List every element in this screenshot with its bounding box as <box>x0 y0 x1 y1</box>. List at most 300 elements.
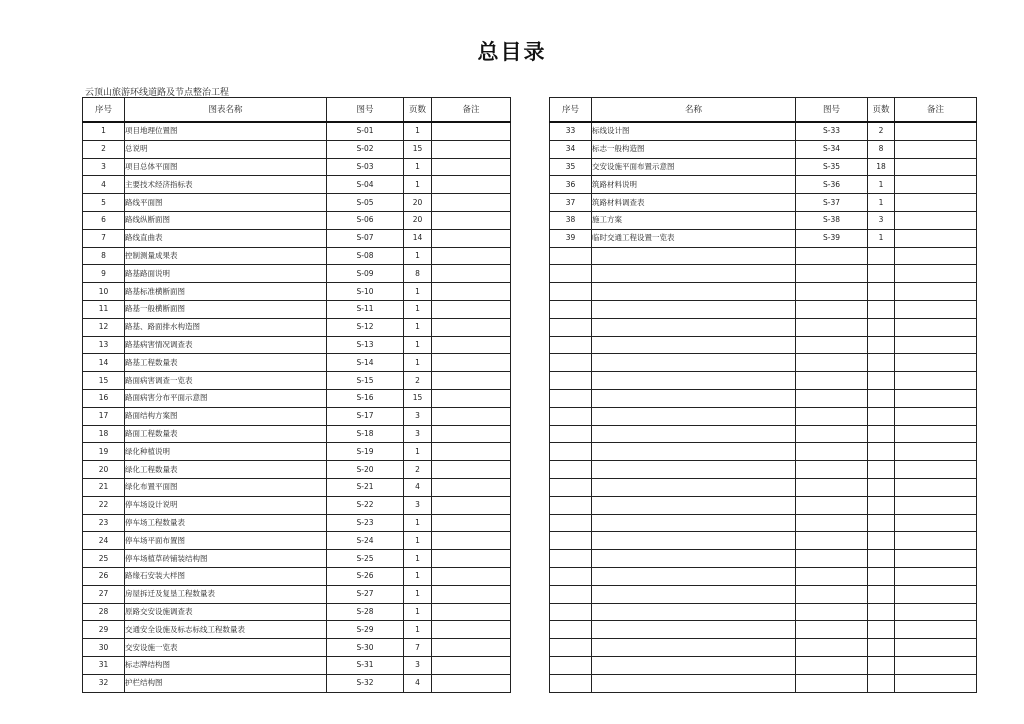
row-drawing-number <box>796 247 868 265</box>
header-remark: 备注 <box>895 98 977 123</box>
row-title <box>592 461 796 479</box>
row-remark <box>895 496 977 514</box>
table-row <box>550 336 977 354</box>
row-title: 交安设施平面布置示意图 <box>592 158 796 176</box>
row-page-count: 1 <box>404 336 432 354</box>
row-drawing-number: S-37 <box>796 194 868 212</box>
row-drawing-number: S-31 <box>327 656 404 674</box>
row-remark <box>432 247 511 265</box>
row-number <box>550 283 592 301</box>
row-remark <box>432 407 511 425</box>
table-row <box>83 496 511 514</box>
row-number: 12 <box>83 318 125 336</box>
row-drawing-number: S-12 <box>327 318 404 336</box>
row-title <box>592 603 796 621</box>
row-page-count <box>868 425 895 443</box>
table-row <box>550 194 977 212</box>
row-remark <box>432 478 511 496</box>
table-row <box>83 550 511 568</box>
row-page-count <box>868 496 895 514</box>
row-drawing-number <box>796 603 868 621</box>
row-number <box>550 318 592 336</box>
row-title: 房屋拆迁及复垦工程数量表 <box>125 585 327 603</box>
row-title: 筑路材料说明 <box>592 176 796 194</box>
row-page-count <box>868 639 895 657</box>
row-drawing-number: S-32 <box>327 674 404 692</box>
table-row <box>83 621 511 639</box>
row-page-count: 1 <box>404 158 432 176</box>
row-drawing-number <box>796 674 868 692</box>
row-number: 39 <box>550 229 592 247</box>
row-remark <box>895 194 977 212</box>
row-title: 路基标准横断面图 <box>125 283 327 301</box>
row-remark <box>895 532 977 550</box>
row-number <box>550 407 592 425</box>
row-remark <box>432 194 511 212</box>
table-row <box>550 354 977 372</box>
table-row <box>83 567 511 585</box>
row-title <box>592 336 796 354</box>
row-page-count: 2 <box>404 461 432 479</box>
row-drawing-number: S-16 <box>327 389 404 407</box>
row-page-count <box>868 478 895 496</box>
row-drawing-number <box>796 656 868 674</box>
row-remark <box>895 265 977 283</box>
row-drawing-number: S-17 <box>327 407 404 425</box>
row-drawing-number <box>796 300 868 318</box>
row-drawing-number: S-21 <box>327 478 404 496</box>
row-remark <box>895 372 977 390</box>
row-page-count: 3 <box>404 425 432 443</box>
row-number: 32 <box>83 674 125 692</box>
row-drawing-number: S-08 <box>327 247 404 265</box>
table-row <box>550 674 977 692</box>
row-remark <box>432 567 511 585</box>
row-number <box>550 585 592 603</box>
table-header-row <box>83 98 511 123</box>
table-row <box>550 247 977 265</box>
row-title <box>592 354 796 372</box>
table-row <box>550 532 977 550</box>
row-remark <box>895 176 977 194</box>
row-title: 原路交安设施调查表 <box>125 603 327 621</box>
row-title: 路基工程数量表 <box>125 354 327 372</box>
row-drawing-number: S-14 <box>327 354 404 372</box>
row-page-count: 1 <box>404 532 432 550</box>
row-title: 路面病害调查一览表 <box>125 372 327 390</box>
row-title: 停车场设计说明 <box>125 496 327 514</box>
row-title: 路面工程数量表 <box>125 425 327 443</box>
row-number: 23 <box>83 514 125 532</box>
row-drawing-number <box>796 443 868 461</box>
row-page-count <box>868 585 895 603</box>
row-drawing-number: S-34 <box>796 140 868 158</box>
row-title: 总说明 <box>125 140 327 158</box>
row-remark <box>432 461 511 479</box>
row-title: 临时交通工程设置一览表 <box>592 229 796 247</box>
table-row <box>83 532 511 550</box>
table-row <box>550 656 977 674</box>
row-number <box>550 656 592 674</box>
table-row <box>550 407 977 425</box>
row-remark <box>432 265 511 283</box>
row-page-count: 1 <box>404 247 432 265</box>
table-row <box>83 176 511 194</box>
row-title <box>592 639 796 657</box>
row-remark <box>895 158 977 176</box>
row-number <box>550 265 592 283</box>
row-drawing-number <box>796 336 868 354</box>
row-title <box>592 425 796 443</box>
row-number <box>550 621 592 639</box>
row-drawing-number: S-39 <box>796 229 868 247</box>
header-name: 名称 <box>592 98 796 123</box>
row-page-count <box>868 514 895 532</box>
row-page-count <box>868 300 895 318</box>
row-page-count <box>868 621 895 639</box>
row-number <box>550 567 592 585</box>
row-number: 10 <box>83 283 125 301</box>
table-row <box>550 176 977 194</box>
row-number <box>550 639 592 657</box>
table-row <box>83 461 511 479</box>
row-remark <box>432 674 511 692</box>
row-drawing-number <box>796 514 868 532</box>
row-title <box>592 550 796 568</box>
row-remark <box>432 443 511 461</box>
row-remark <box>895 478 977 496</box>
row-title: 停车场平面布置图 <box>125 532 327 550</box>
row-remark <box>895 122 977 140</box>
row-page-count: 3 <box>404 496 432 514</box>
header-no: 序号 <box>550 98 592 123</box>
row-page-count: 1 <box>404 443 432 461</box>
table-row <box>83 194 511 212</box>
table-row <box>83 336 511 354</box>
row-remark <box>432 158 511 176</box>
row-drawing-number <box>796 496 868 514</box>
row-drawing-number <box>796 461 868 479</box>
table-row <box>550 158 977 176</box>
header-no: 序号 <box>83 98 125 123</box>
row-remark <box>895 461 977 479</box>
row-number <box>550 336 592 354</box>
row-title: 施工方案 <box>592 211 796 229</box>
row-page-count <box>868 407 895 425</box>
row-number: 22 <box>83 496 125 514</box>
row-remark <box>895 514 977 532</box>
row-drawing-number: S-07 <box>327 229 404 247</box>
row-page-count <box>868 550 895 568</box>
table-row <box>83 478 511 496</box>
row-remark <box>895 656 977 674</box>
table-row <box>83 603 511 621</box>
row-number <box>550 247 592 265</box>
row-page-count: 1 <box>868 229 895 247</box>
table-row <box>550 140 977 158</box>
table-row <box>550 425 977 443</box>
row-page-count: 20 <box>404 194 432 212</box>
row-drawing-number: S-33 <box>796 122 868 140</box>
table-row <box>550 550 977 568</box>
row-number: 8 <box>83 247 125 265</box>
row-title <box>592 674 796 692</box>
row-page-count <box>868 265 895 283</box>
row-number: 37 <box>550 194 592 212</box>
row-remark <box>432 550 511 568</box>
row-number: 6 <box>83 211 125 229</box>
table-row <box>83 354 511 372</box>
header-code: 图号 <box>796 98 868 123</box>
project-name: 云顶山旅游环线道路及节点整治工程 <box>85 88 230 98</box>
row-remark <box>895 283 977 301</box>
row-page-count: 1 <box>404 354 432 372</box>
table-row <box>550 496 977 514</box>
row-page-count: 15 <box>404 389 432 407</box>
row-drawing-number: S-29 <box>327 621 404 639</box>
row-drawing-number: S-25 <box>327 550 404 568</box>
row-remark <box>432 283 511 301</box>
row-remark <box>432 496 511 514</box>
row-title <box>592 496 796 514</box>
row-page-count <box>868 389 895 407</box>
row-page-count: 4 <box>404 478 432 496</box>
table-row <box>83 229 511 247</box>
row-drawing-number <box>796 318 868 336</box>
table-row <box>550 478 977 496</box>
row-page-count: 1 <box>404 300 432 318</box>
row-drawing-number <box>796 265 868 283</box>
row-number <box>550 372 592 390</box>
row-remark <box>432 532 511 550</box>
row-drawing-number: S-24 <box>327 532 404 550</box>
row-drawing-number: S-05 <box>327 194 404 212</box>
row-remark <box>895 621 977 639</box>
row-drawing-number: S-30 <box>327 639 404 657</box>
row-drawing-number <box>796 407 868 425</box>
row-number <box>550 354 592 372</box>
row-page-count <box>868 443 895 461</box>
table-row <box>83 265 511 283</box>
row-number: 35 <box>550 158 592 176</box>
row-number: 17 <box>83 407 125 425</box>
row-remark <box>432 603 511 621</box>
table-row <box>550 567 977 585</box>
table-row <box>83 283 511 301</box>
row-title: 路基病害情况调查表 <box>125 336 327 354</box>
row-remark <box>895 443 977 461</box>
row-title: 护栏结构图 <box>125 674 327 692</box>
row-page-count: 1 <box>868 176 895 194</box>
table-row <box>83 514 511 532</box>
row-remark <box>432 211 511 229</box>
row-page-count: 4 <box>404 674 432 692</box>
row-drawing-number <box>796 478 868 496</box>
row-remark <box>895 229 977 247</box>
row-drawing-number: S-36 <box>796 176 868 194</box>
row-title: 标线设计图 <box>592 122 796 140</box>
row-page-count <box>868 354 895 372</box>
row-remark <box>432 229 511 247</box>
row-page-count <box>868 567 895 585</box>
row-number: 15 <box>83 372 125 390</box>
row-title <box>592 585 796 603</box>
row-remark <box>895 354 977 372</box>
row-drawing-number <box>796 585 868 603</box>
row-remark <box>895 211 977 229</box>
header-remark: 备注 <box>432 98 511 123</box>
page-title: 总目录 <box>477 40 547 64</box>
row-number: 34 <box>550 140 592 158</box>
row-title <box>592 318 796 336</box>
row-remark <box>432 354 511 372</box>
row-page-count <box>868 247 895 265</box>
row-remark <box>895 140 977 158</box>
table-row <box>550 461 977 479</box>
header-pages: 页数 <box>404 98 432 123</box>
row-number <box>550 532 592 550</box>
row-remark <box>432 514 511 532</box>
row-remark <box>432 389 511 407</box>
row-page-count <box>868 318 895 336</box>
row-remark <box>432 176 511 194</box>
row-title <box>592 300 796 318</box>
row-number: 24 <box>83 532 125 550</box>
row-title: 绿化布置平面图 <box>125 478 327 496</box>
row-remark <box>895 336 977 354</box>
index-table-left <box>82 97 511 693</box>
row-page-count: 3 <box>404 656 432 674</box>
row-title: 路缘石安装大样图 <box>125 567 327 585</box>
row-title: 路基路面说明 <box>125 265 327 283</box>
row-page-count: 1 <box>868 194 895 212</box>
row-number: 7 <box>83 229 125 247</box>
table-row <box>83 140 511 158</box>
row-title <box>592 656 796 674</box>
row-drawing-number: S-35 <box>796 158 868 176</box>
row-title <box>592 478 796 496</box>
row-page-count <box>868 603 895 621</box>
row-remark <box>895 300 977 318</box>
row-number <box>550 550 592 568</box>
row-title <box>592 407 796 425</box>
table-row <box>83 585 511 603</box>
row-page-count <box>868 656 895 674</box>
row-page-count: 8 <box>404 265 432 283</box>
row-number: 19 <box>83 443 125 461</box>
row-remark <box>895 407 977 425</box>
row-page-count: 1 <box>404 603 432 621</box>
row-title <box>592 443 796 461</box>
row-page-count <box>868 283 895 301</box>
row-drawing-number: S-10 <box>327 283 404 301</box>
row-drawing-number: S-19 <box>327 443 404 461</box>
row-page-count: 14 <box>404 229 432 247</box>
row-title: 停车场工程数量表 <box>125 514 327 532</box>
row-number: 33 <box>550 122 592 140</box>
table-row <box>550 122 977 140</box>
row-drawing-number: S-27 <box>327 585 404 603</box>
row-drawing-number: S-23 <box>327 514 404 532</box>
table-row <box>550 639 977 657</box>
row-number <box>550 603 592 621</box>
row-number: 13 <box>83 336 125 354</box>
row-remark <box>895 550 977 568</box>
row-drawing-number <box>796 567 868 585</box>
row-number: 16 <box>83 389 125 407</box>
row-remark <box>895 585 977 603</box>
row-drawing-number: S-02 <box>327 140 404 158</box>
row-page-count: 7 <box>404 639 432 657</box>
header-code: 图号 <box>327 98 404 123</box>
row-remark <box>432 621 511 639</box>
row-page-count: 8 <box>868 140 895 158</box>
row-drawing-number: S-09 <box>327 265 404 283</box>
row-page-count <box>868 532 895 550</box>
row-number: 4 <box>83 176 125 194</box>
row-drawing-number: S-38 <box>796 211 868 229</box>
table-row <box>550 318 977 336</box>
row-drawing-number: S-04 <box>327 176 404 194</box>
row-page-count: 1 <box>404 567 432 585</box>
row-number: 2 <box>83 140 125 158</box>
row-drawing-number: S-06 <box>327 211 404 229</box>
row-page-count: 2 <box>404 372 432 390</box>
row-remark <box>895 639 977 657</box>
row-title: 路面病害分布平面示意图 <box>125 389 327 407</box>
row-title: 主要技术经济指标表 <box>125 176 327 194</box>
row-remark <box>432 639 511 657</box>
row-number: 38 <box>550 211 592 229</box>
table-row <box>83 158 511 176</box>
table-row <box>550 621 977 639</box>
table-row <box>550 585 977 603</box>
row-title: 标志牌结构图 <box>125 656 327 674</box>
row-page-count <box>868 336 895 354</box>
row-remark <box>895 674 977 692</box>
row-number <box>550 389 592 407</box>
table-row <box>550 211 977 229</box>
row-number <box>550 425 592 443</box>
header-name: 图表名称 <box>125 98 327 123</box>
row-page-count: 20 <box>404 211 432 229</box>
row-page-count: 1 <box>404 122 432 140</box>
table-row <box>550 603 977 621</box>
row-number: 30 <box>83 639 125 657</box>
table-row <box>83 425 511 443</box>
table-row <box>83 407 511 425</box>
row-title: 控制测量成果表 <box>125 247 327 265</box>
row-page-count: 15 <box>404 140 432 158</box>
table-row <box>83 122 511 140</box>
row-drawing-number <box>796 532 868 550</box>
table-row <box>550 265 977 283</box>
row-number: 29 <box>83 621 125 639</box>
row-drawing-number: S-18 <box>327 425 404 443</box>
table-row <box>83 247 511 265</box>
row-title: 路线纵断面图 <box>125 211 327 229</box>
row-remark <box>432 122 511 140</box>
row-drawing-number <box>796 639 868 657</box>
row-number <box>550 496 592 514</box>
row-drawing-number <box>796 389 868 407</box>
row-title <box>592 621 796 639</box>
row-title: 筑路材料调查表 <box>592 194 796 212</box>
row-remark <box>432 300 511 318</box>
row-page-count <box>868 674 895 692</box>
row-page-count: 3 <box>868 211 895 229</box>
table-row <box>550 300 977 318</box>
